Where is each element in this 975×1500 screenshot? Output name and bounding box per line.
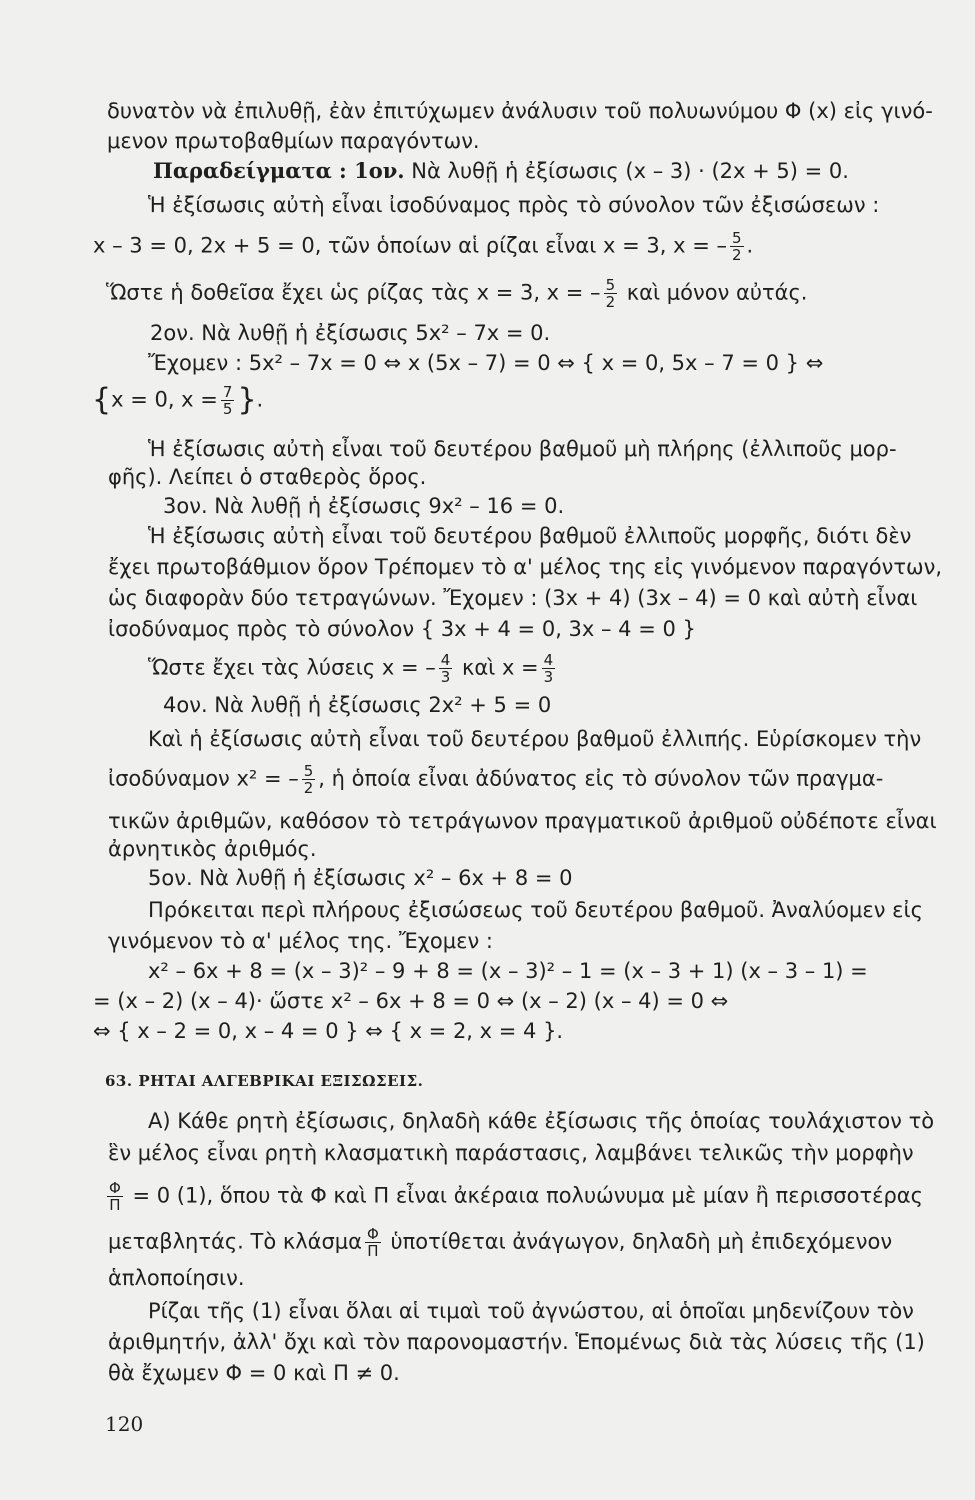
equation-line: ἰσοδύναμον x² = – $\frac{5}{2}$ , ἡ ὁποία εἶναι ἀδύνατος εἰς τὸ σύνολον τῶν πραγμα- [108, 762, 884, 797]
text-line: Πρόκειται περὶ πλήρους ἐξισώσεως τοῦ δευτέρου βαθμοῦ. Ἀναλύομεν εἰς [148, 898, 923, 922]
example-line: Παραδείγματα : 1ον. Νὰ λυθῇ ἡ ἐξίσωσις (x – 3) · (2x + 5) = 0. [153, 158, 849, 183]
text-line: μεταβλητάς. Τὸ κλάσμα $\frac{\Phi}{\Pi}$ ὑποτίθεται ἀνάγωγον, δηλαδὴ μὴ ἐπιδεχόμενον [108, 1225, 893, 1260]
equation-line: Ὥστε ἔχει τὰς λύσεις x = – $\frac{4}{3}$ καὶ x = $\frac{4}{3}$ [148, 651, 554, 686]
text-line: θὰ ἔχωμεν Φ = 0 καὶ Π ≠ 0. [108, 1361, 400, 1385]
text-line: δυνατὸν νὰ ἐπιλυθῇ, ἐὰν ἐπιτύχωμεν ἀνάλυσιν τοῦ πολυωνύμου Φ (x) εἰς γινό- [107, 99, 933, 123]
text-line: Ἡ ἐξίσωσις αὐτὴ εἶναι ἰσοδύναμος πρὸς τὸ σύνολον τῶν ἐξισώσεων : [148, 193, 880, 217]
equation-line: $\frac{\Phi}{\Pi}$ = 0 (1), ὅπου τὰ Φ καὶ Π εἶναι ἀκέραια πολυώνυμα μὲ μίαν ἢ περισσοτέρας [109, 1179, 923, 1214]
example-line: 3ον. Νὰ λυθῇ ἡ ἐξίσωσις 9x² – 16 = 0. [163, 494, 565, 518]
fraction: $\frac{5}{2}$ [605, 276, 616, 311]
fraction: $\frac{7}{5}$ [222, 383, 233, 418]
text-line: Ἡ ἐξίσωσις αὐτὴ εἶναι τοῦ δευτέρου βαθμοῦ ἐλλιποῦς μορφῆς, διότι δὲν [148, 524, 912, 548]
text-line: ἁπλοποίησιν. [108, 1266, 245, 1290]
fraction: $\frac{5}{2}$ [303, 762, 314, 797]
text-line: Ρίζαι τῆς (1) εἶναι ὅλαι αἱ τιμαὶ τοῦ ἀγνώστου, αἱ ὁποῖαι μηδενίζουν τὸν [148, 1299, 914, 1323]
text-line: φῆς). Λείπει ὁ σταθερὸς ὅρος. [108, 465, 427, 489]
fraction: $\frac{\Phi}{\Pi}$ [109, 1179, 121, 1214]
text-line: γινόμενον τὸ α' μέλος της. Ἔχομεν : [108, 929, 493, 953]
examples-label: Παραδείγματα : 1ον. [153, 158, 405, 183]
equation-line: {x = 0, x = $\frac{7}{5}$ }. [92, 382, 264, 418]
fraction: $\frac{\Phi}{\Pi}$ [367, 1225, 379, 1260]
text-line: ἰσοδύναμος πρὸς τὸ σύνολον { 3x + 4 = 0, 3x – 4 = 0 } [108, 617, 696, 641]
equation-line: x² – 6x + 8 = (x – 3)² – 9 + 8 = (x – 3)² – 1 = (x – 3 + 1) (x – 3 – 1) = [148, 959, 868, 983]
equation-line: x – 3 = 0, 2x + 5 = 0, τῶν ὁποίων αἱ ρίζαι εἶναι x = 3, x = – $\frac{5}{2}$ . [93, 229, 754, 264]
page-number: 120 [105, 1412, 144, 1436]
text-line: ἔχει πρωτοβάθμιον ὅρον Τρέπομεν τὸ α' μέλος της εἰς γινόμενον παραγόντων, [108, 555, 942, 579]
example-line: 4ον. Νὰ λυθῇ ἡ ἐξίσωσις 2x² + 5 = 0 [163, 693, 552, 717]
text-line: Α) Κάθε ρητὴ ἐξίσωσις, δηλαδὴ κάθε ἐξίσωσις τῆς ὁποίας τουλάχιστον τὸ [148, 1109, 935, 1133]
text-line: Ἡ ἐξίσωσις αὐτὴ εἶναι τοῦ δευτέρου βαθμοῦ μὴ πλήρης (ἐλλιποῦς μορ- [148, 437, 897, 461]
section-heading: 63. ΡΗΤΑΙ ΑΛΓΕΒΡΙΚΑΙ ΕΞΙΣΩΣΕΙΣ. [105, 1072, 424, 1090]
example-line: 5ον. Νὰ λυθῇ ἡ ἐξίσωσις x² – 6x + 8 = 0 [148, 866, 573, 890]
text-line: ἀρνητικὸς ἀριθμός. [108, 837, 317, 861]
fraction: $\frac{4}{3}$ [543, 651, 554, 686]
text-line: ἓν μέλος εἶναι ρητὴ κλασματικὴ παράστασις, λαμβάνει τελικῶς τὴν μορφὴν [108, 1141, 914, 1165]
fraction: $\frac{4}{3}$ [440, 651, 451, 686]
equation-line: Ἔχομεν : 5x² – 7x = 0 ⇔ x (5x – 7) = 0 ⇔ { x = 0, 5x – 7 = 0 } ⇔ [148, 351, 824, 375]
example-line: 2ον. Νὰ λυθῇ ἡ ἐξίσωσις 5x² – 7x = 0. [150, 321, 551, 345]
fraction: $\frac{5}{2}$ [732, 229, 742, 264]
text-line: ὡς διαφορὰν δύο τετραγώνων. Ἔχομεν : (3x + 4) (3x – 4) = 0 καὶ αὐτὴ εἶναι [108, 586, 918, 610]
text-line: Καὶ ἡ ἐξίσωσις αὐτὴ εἶναι τοῦ δευτέρου βαθμοῦ ἐλλιπής. Εὑρίσκομεν τὴν [148, 727, 922, 751]
text-line: ἀριθμητήν, ἀλλ' ὄχι καὶ τὸν παρονομαστήν. Ἑπομένως διὰ τὰς λύσεις τῆς (1) [108, 1330, 925, 1354]
text-line: μενον πρωτοβαθμίων παραγόντων. [107, 129, 480, 153]
equation-line: ⇔ { x – 2 = 0, x – 4 = 0 } ⇔ { x = 2, x = 4 }. [93, 1019, 564, 1043]
equation-line: = (x – 2) (x – 4)· ὥστε x² – 6x + 8 = 0 ⇔ (x – 2) (x – 4) = 0 ⇔ [93, 989, 729, 1013]
text-line: τικῶν ἀριθμῶν, καθόσον τὸ τετράγωνον πραγματικοῦ ἀριθμοῦ οὐδέποτε εἶναι [108, 809, 937, 833]
text-line: Ὥστε ἡ δοθεῖσα ἔχει ὡς ρίζας τὰς x = 3, x = – $\frac{5}{2}$ καὶ μόνον αὐτάς. [106, 276, 808, 311]
